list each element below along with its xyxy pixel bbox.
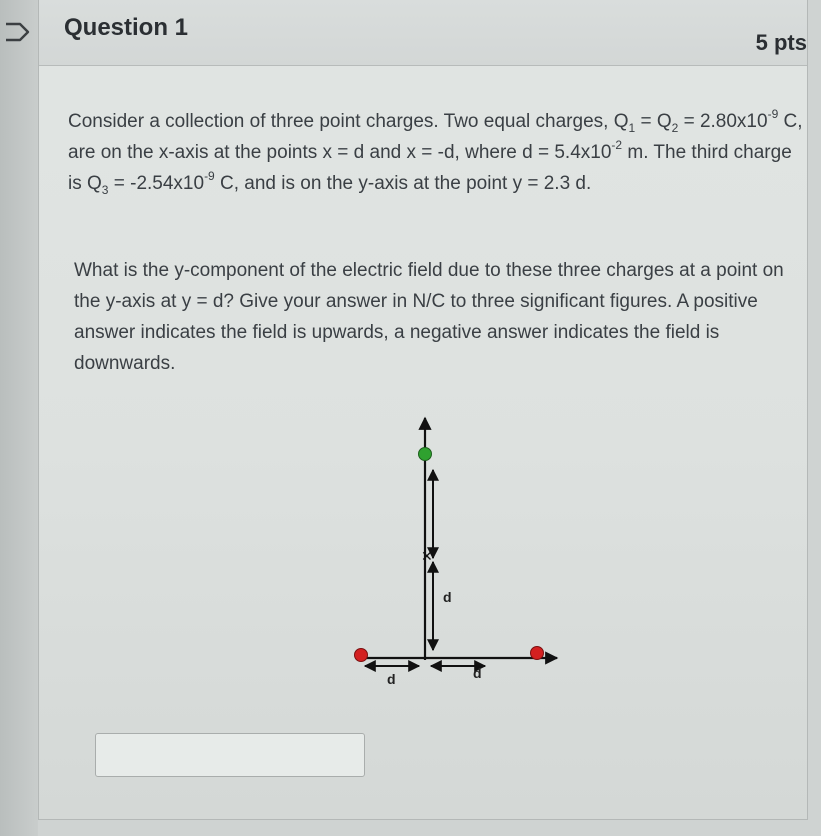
label-d-right: d [473, 665, 482, 681]
charge-q3 [419, 448, 432, 461]
question-text-part: = Q [635, 111, 672, 132]
answer-input[interactable] [95, 733, 365, 777]
charge-q2-left [355, 649, 368, 662]
question-prompt-paragraph: What is the y-component of the electric field due to these three charges at a point on the y-axis at y = d? Give your answer in N/C to three significant figures. A positive answer indicates the field is upwards, a negative answer indicates the field is downwards. [74, 260, 784, 374]
subscript: 3 [101, 182, 109, 197]
chevron-right-icon [4, 21, 30, 43]
question-points: 5 pts [755, 30, 807, 55]
question-text-part: m. The third charge is Q [68, 142, 792, 194]
question-text-paragraph [68, 106, 803, 199]
question-text-part: Consider a collection of three point charges. Two equal charges, Q [68, 111, 629, 132]
left-sidebar-strip [0, 0, 38, 836]
question-text-part: = -2.54x10 [108, 173, 205, 194]
y-d-mark: ✕ [421, 548, 433, 564]
question-text-part: = 2.80x10 [678, 111, 768, 132]
subscript: 2 [671, 120, 679, 135]
superscript: -9 [767, 106, 779, 121]
question-text-part: C, are on the x-axis at the points x = d and x = -d, where d = 5.4x10 [68, 111, 803, 163]
subscript: 1 [628, 120, 636, 135]
label-d-left: d [387, 671, 396, 687]
question-card [38, 0, 808, 820]
question-title: Question 1 [64, 14, 189, 41]
charge-q1-right [531, 647, 544, 660]
collapse-toggle[interactable] [2, 20, 32, 44]
charge-diagram [309, 410, 609, 700]
superscript: -9 [204, 168, 215, 183]
label-d-vertical: d [443, 589, 452, 605]
question-header [39, 0, 807, 66]
superscript: -2 [611, 137, 623, 152]
question-text-part: C, and is on the y-axis at the point y = 2.3 d. [214, 173, 592, 194]
